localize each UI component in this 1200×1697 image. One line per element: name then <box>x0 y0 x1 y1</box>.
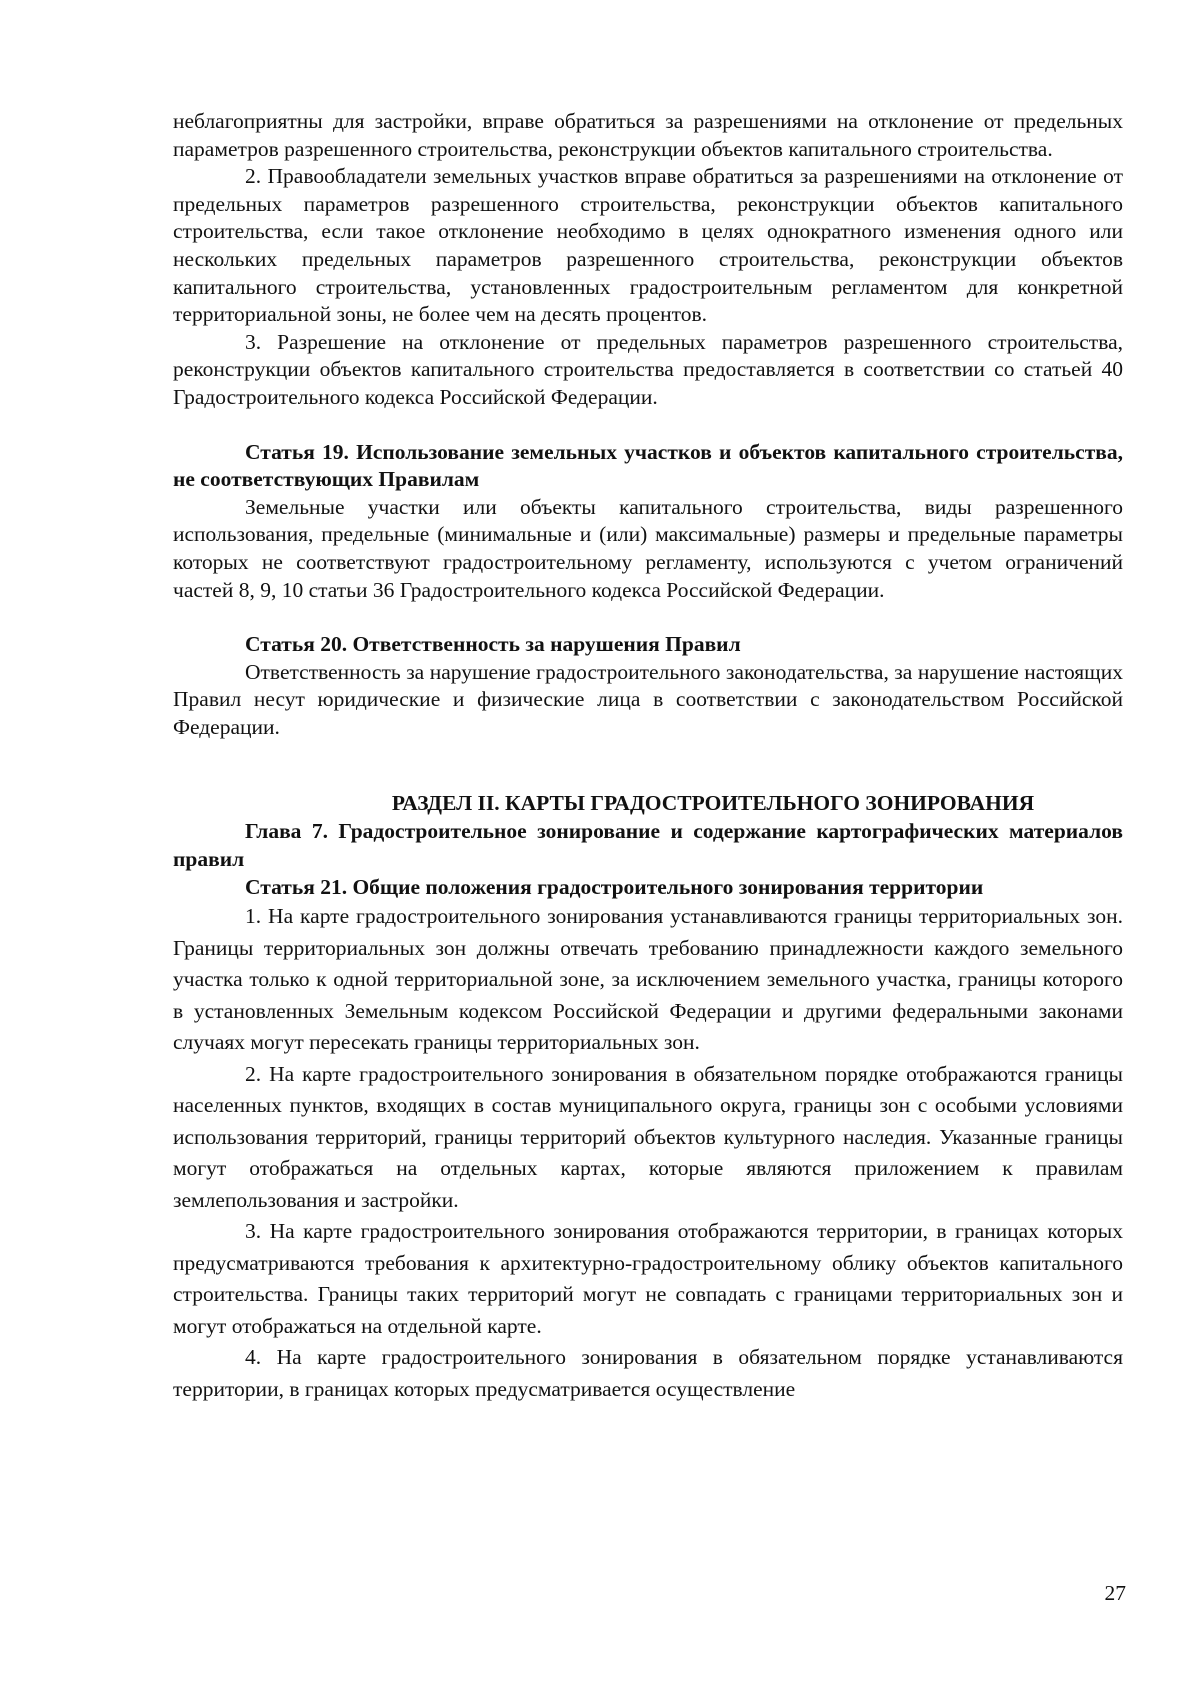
article-20-text: Ответственность за нарушение градостроительного законодательства, за нарушение настоящих Правил несут юридические и физические лица в соответствии с законодательством Российской Федерации. <box>173 659 1123 739</box>
article-20-title: Статья 20. Ответственность за нарушения Правил <box>245 632 741 657</box>
article-19-text: Земельные участки или объекты капитального строительства, виды разрешенного использования, предельные (минимальные и (или) максимальные) размеры и предельные параметры которых не соответствуют градостроительному регламенту, используются с учетом ограничений частей 8, 9, 10 статьи 36 Градостроительного кодекса Российской Федерации. <box>173 494 1123 602</box>
article-21-body <box>173 901 1123 1405</box>
page-number: 27 <box>1104 1581 1126 1605</box>
top-text-block <box>173 108 1123 412</box>
article-20 <box>173 631 1123 741</box>
document-page <box>173 108 1123 1405</box>
spacer <box>173 604 1123 631</box>
chapter-7-title: Глава 7. Градостроительное зонирование и содержание картографических материалов правил <box>173 819 1123 872</box>
paragraph-continuation: неблагоприятны для застройки, вправе обратиться за разрешениями на отклонение от предельных параметров разрешенного строительства, реконструкции объектов капитального строительства. <box>173 109 1123 161</box>
spacer <box>173 412 1123 439</box>
paragraph-3: 3. Разрешение на отклонение от предельных параметров разрешенного строительства, реконструкции объектов капитального строительства предоставляется в соответствии со статьей 40 Градостроительного кодекса Российской Федерации. <box>173 329 1123 409</box>
spacer <box>173 741 1123 789</box>
article-21-paragraph-2: 2. На карте градостроительного зонирования в обязательном порядке отображаются границы населенных пунктов, входящих в состав муниципального округа, границы зон с особыми условиями использования территорий, границы территорий объектов культурного наследия. Указанные границы могут отображаться на отдельных картах, которые являются приложением к правилам землепользования и застройки. <box>173 1061 1123 1212</box>
section-2 <box>173 789 1123 1405</box>
article-21-paragraph-1: 1. На карте градостроительного зонирования устанавливаются границы территориальных зон. Границы территориальных зон должны отвечать требованию принадлежности каждого земельного участка только к одной территориальной зоне, за исключением земельного участка, границы которого в установленных Земельным кодексом Российской Федерации и другими федеральными законами случаях могут пересекать границы территориальных зон. <box>173 904 1123 1055</box>
article-19 <box>173 439 1123 605</box>
article-21-paragraph-3: 3. На карте градостроительного зонирования отображаются территории, в границах которых предусматриваются требования к архитектурно-градостроительному облику объектов капитального строительства. Границы таких территорий могут не совпадать с границами территориальных зон и могут отображаться на отдельной карте. <box>173 1219 1123 1338</box>
article-19-title: Статья 19. Использование земельных участков и объектов капитального строительства, не соответствующих Правилам <box>173 439 1123 492</box>
article-21-title: Статья 21. Общие положения градостроительного зонирования территории <box>245 874 984 899</box>
section-title: РАЗДЕЛ II. КАРТЫ ГРАДОСТРОИТЕЛЬНОГО ЗОНИРОВАНИЯ <box>391 791 1035 816</box>
paragraph-2: 2. Правообладатели земельных участков вправе обратиться за разрешениями на отклонение от предельных параметров разрешенного строительства, реконструкции объектов капитального строительства, если такое отклонение необходимо в целях однократного изменения одного или нескольких предельных параметров разрешенного строительства, реконструкции объектов капитального строительства, установленных градостроительным регламентом для конкретной территориальной зоны, не более чем на десять процентов. <box>173 164 1123 327</box>
article-21-paragraph-4: 4. На карте градостроительного зонирования в обязательном порядке устанавливаются территории, в границах которых предусматривается осуществление <box>173 1345 1123 1401</box>
